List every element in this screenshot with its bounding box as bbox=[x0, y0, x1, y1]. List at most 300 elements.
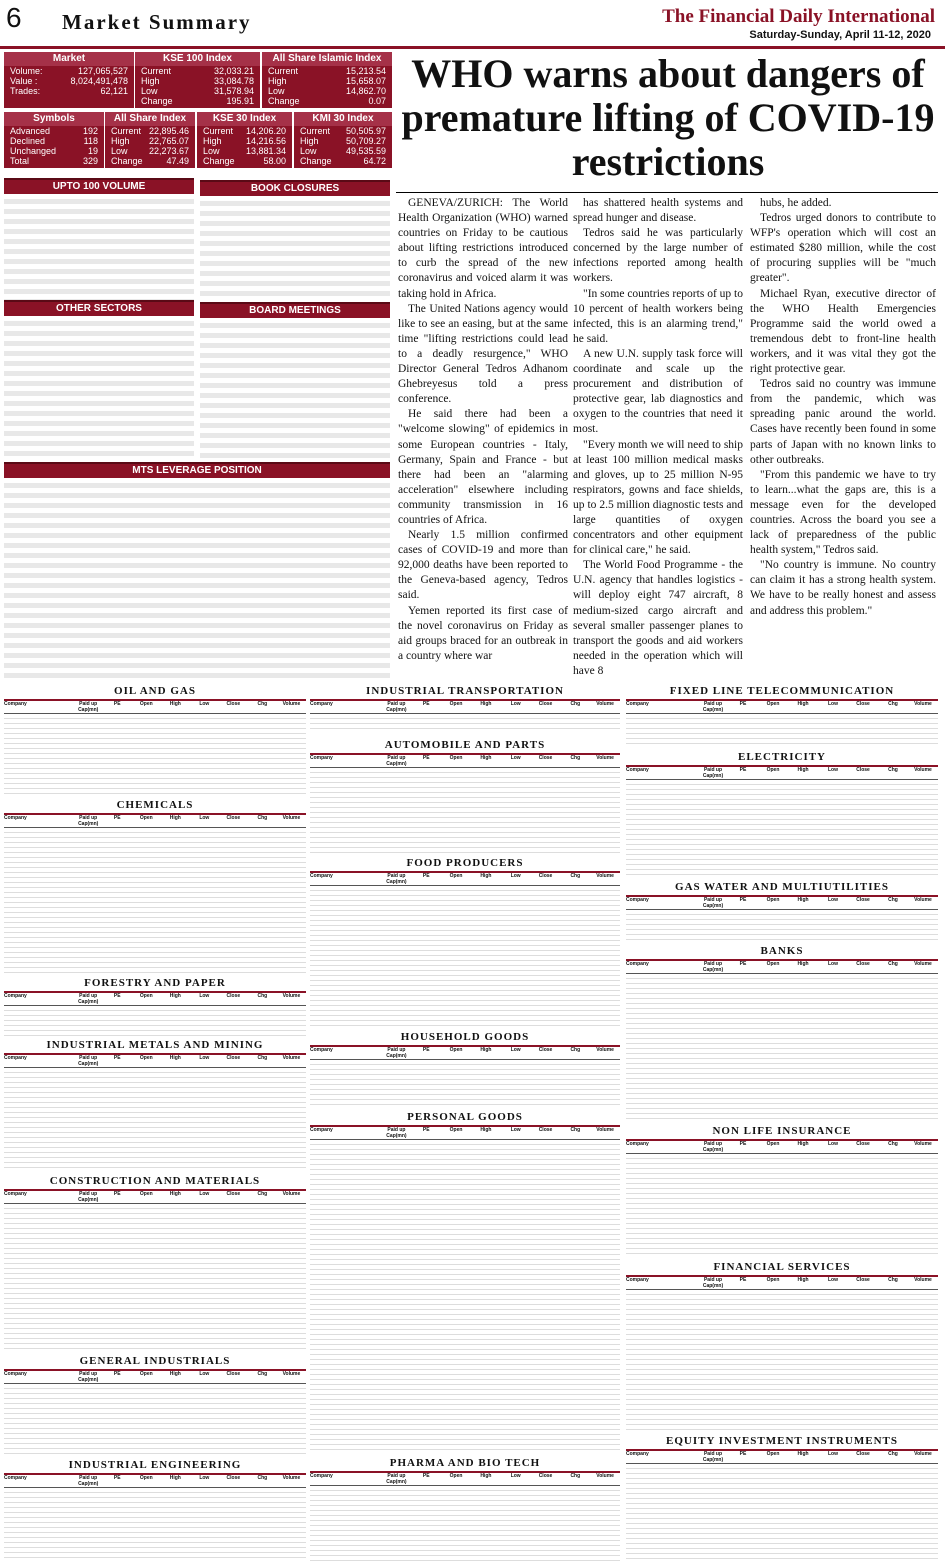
boardmeetings-title: BOARD MEETINGS bbox=[200, 302, 390, 318]
column-header: Company bbox=[626, 701, 649, 707]
column-header: Paid up Cap(mn) bbox=[78, 1191, 99, 1203]
column-headers bbox=[310, 701, 620, 714]
bookclosures-table bbox=[200, 180, 390, 298]
nonlife-table bbox=[626, 1124, 938, 1258]
index-row bbox=[105, 136, 195, 146]
column-header: Open bbox=[449, 755, 463, 761]
upto100-rows bbox=[4, 194, 194, 308]
boardmeetings-rows bbox=[200, 318, 390, 460]
column-header: Chg bbox=[570, 1473, 581, 1479]
column-header: Chg bbox=[570, 1127, 581, 1133]
column-header: Paid up Cap(mn) bbox=[702, 701, 724, 713]
article-paragraph: A new U.N. supply task force will coordinate and scale up the procurement and distribution of protective gear, lab diagnostics and oxygen to the countries that need it most. bbox=[573, 347, 743, 436]
boardmeetings-table bbox=[200, 302, 390, 460]
column-header: High bbox=[169, 993, 181, 999]
column-header: Close bbox=[856, 1141, 870, 1147]
column-header: Company bbox=[626, 1277, 649, 1283]
column-headers bbox=[626, 897, 938, 910]
column-header: High bbox=[797, 1277, 809, 1283]
pharma-rows bbox=[310, 1486, 620, 1562]
column-headers bbox=[4, 1191, 306, 1204]
column-header: PE bbox=[113, 993, 121, 999]
column-header: PE bbox=[113, 815, 121, 821]
index-value: 50,709.27 bbox=[345, 136, 386, 146]
column-header: Open bbox=[449, 1047, 463, 1053]
index-value: 15,213.54 bbox=[345, 66, 386, 76]
electricity-title: ELECTRICITY bbox=[626, 750, 938, 767]
column-header: Chg bbox=[570, 701, 581, 707]
column-header: Close bbox=[538, 1047, 553, 1053]
mts-table bbox=[4, 462, 390, 682]
column-header: Open bbox=[449, 1127, 463, 1133]
article-column-2 bbox=[573, 196, 743, 679]
index-row bbox=[197, 136, 292, 146]
column-header: Volume bbox=[914, 1141, 932, 1147]
financial-rows bbox=[626, 1290, 938, 1432]
column-header: Volume bbox=[914, 767, 932, 773]
column-header: Low bbox=[199, 1055, 210, 1061]
index-label: Current bbox=[268, 66, 299, 76]
kmi30-title: KMI 30 Index bbox=[294, 112, 392, 126]
nonlife-title: NON LIFE INSURANCE bbox=[626, 1124, 938, 1141]
index-row bbox=[197, 126, 292, 136]
transport-rows bbox=[310, 714, 620, 730]
index-label: High bbox=[203, 136, 222, 146]
column-header: Chg bbox=[257, 1055, 268, 1061]
allshare-box bbox=[105, 112, 195, 168]
column-header: Open bbox=[139, 1371, 153, 1377]
index-label: Current bbox=[111, 126, 142, 136]
column-header: Volume bbox=[282, 815, 301, 821]
electricity-rows bbox=[626, 780, 938, 878]
column-header: Volume bbox=[282, 1055, 301, 1061]
column-header: High bbox=[480, 1047, 492, 1053]
index-row bbox=[135, 96, 260, 106]
column-header: High bbox=[480, 873, 492, 879]
kse30-box bbox=[197, 112, 292, 168]
article-column-1 bbox=[398, 196, 568, 664]
column-header: Low bbox=[199, 815, 210, 821]
index-row bbox=[4, 126, 104, 136]
column-header: Volume bbox=[914, 1277, 932, 1283]
column-header: Low bbox=[510, 1127, 521, 1133]
nonlife-rows bbox=[626, 1154, 938, 1258]
column-header: Paid up Cap(mn) bbox=[702, 1277, 724, 1289]
column-header: Low bbox=[828, 767, 838, 773]
column-headers bbox=[626, 1451, 938, 1464]
newspaper-name: The Financial Daily International bbox=[662, 6, 935, 27]
index-label: Low bbox=[300, 146, 317, 156]
kmi30-box bbox=[294, 112, 392, 168]
forestry-table bbox=[4, 976, 306, 1036]
household-table bbox=[310, 1030, 620, 1108]
index-value: 22,765.07 bbox=[148, 136, 189, 146]
index-value: 31,578.94 bbox=[213, 86, 254, 96]
column-header: Volume bbox=[596, 1473, 614, 1479]
index-label: Trades: bbox=[10, 86, 41, 96]
construction-rows bbox=[4, 1204, 306, 1352]
column-header: Company bbox=[4, 815, 27, 821]
index-label: Volume: bbox=[10, 66, 43, 76]
index-row bbox=[105, 156, 195, 166]
column-header: Paid up Cap(mn) bbox=[702, 767, 724, 779]
column-header: Open bbox=[766, 897, 780, 903]
article-paragraph: The World Food Programme - the U.N. agency that handles logistics - will deploy eight 747 aircraft, 8 medium-sized cargo aircraft and several smaller passenger planes to transport the goods and aid workers needed in the operation which will have 8 bbox=[573, 559, 743, 677]
column-header: Open bbox=[139, 1055, 153, 1061]
column-header: Open bbox=[139, 701, 153, 707]
column-header: Open bbox=[766, 1451, 780, 1457]
column-header: Open bbox=[139, 815, 153, 821]
column-header: Open bbox=[766, 1277, 780, 1283]
column-header: PE bbox=[739, 1277, 747, 1283]
column-header: Paid up Cap(mn) bbox=[702, 1141, 724, 1153]
column-header: Chg bbox=[888, 1451, 898, 1457]
othersectors-table bbox=[4, 300, 194, 460]
construction-title: CONSTRUCTION AND MATERIALS bbox=[4, 1174, 306, 1191]
index-value: 62,121 bbox=[100, 86, 128, 96]
column-headers bbox=[626, 1277, 938, 1290]
telecom-table bbox=[626, 684, 938, 748]
column-header: Low bbox=[199, 701, 210, 707]
article-paragraph: has shattered health systems and spread hunger and disease. bbox=[573, 197, 743, 225]
index-row bbox=[4, 136, 104, 146]
upto100-title: UPTO 100 VOLUME bbox=[4, 178, 194, 194]
column-header: Chg bbox=[257, 993, 268, 999]
column-header: Paid up Cap(mn) bbox=[386, 873, 407, 885]
column-header: Volume bbox=[282, 1475, 301, 1481]
general-table bbox=[4, 1354, 306, 1456]
column-header: Low bbox=[828, 1141, 838, 1147]
oilgas-table bbox=[4, 684, 306, 796]
bookclosures-rows bbox=[200, 196, 390, 298]
column-header: Close bbox=[856, 897, 870, 903]
column-header: Low bbox=[199, 1191, 210, 1197]
column-header: PE bbox=[739, 897, 747, 903]
index-label: Low bbox=[203, 146, 220, 156]
column-header: Volume bbox=[914, 961, 932, 967]
column-header: Company bbox=[4, 993, 27, 999]
column-header: Close bbox=[538, 701, 553, 707]
market-title: Market bbox=[4, 52, 134, 66]
column-header: Low bbox=[199, 1371, 210, 1377]
banks-title: BANKS bbox=[626, 944, 938, 961]
article-paragraph: "Every month we will need to ship at least 100 million medical masks and gloves, up to 25 million N-95 respirators, gowns and face shields, up to 2.5 million diagnostic tests and large quantities of oxygen concentrators and other equipment for clinical care," he said. bbox=[573, 438, 743, 557]
index-label: Current bbox=[203, 126, 234, 136]
column-header: Low bbox=[510, 701, 521, 707]
index-row bbox=[4, 146, 104, 156]
column-header: Low bbox=[199, 993, 210, 999]
index-label: Value : bbox=[10, 76, 38, 86]
index-value: 49,535.59 bbox=[345, 146, 386, 156]
index-label: High bbox=[141, 76, 160, 86]
index-row bbox=[4, 86, 134, 96]
header-rule bbox=[0, 46, 945, 49]
column-headers bbox=[626, 961, 938, 974]
article-paragraph: Nearly 1.5 million confirmed cases of COVID-19 and more than 92,000 deaths have been reported to the Geneva-based agency, Tedros said. bbox=[398, 529, 568, 602]
symbols-title: Symbols bbox=[4, 112, 104, 126]
index-value: 33,084.78 bbox=[213, 76, 254, 86]
column-header: High bbox=[169, 1475, 181, 1481]
forestry-rows bbox=[4, 1006, 306, 1036]
page-number: 6 bbox=[6, 2, 22, 33]
column-header: Company bbox=[310, 1473, 333, 1479]
metals-table bbox=[4, 1038, 306, 1172]
column-header: High bbox=[797, 961, 809, 967]
column-header: Paid up Cap(mn) bbox=[78, 815, 99, 827]
column-header: Chg bbox=[888, 897, 898, 903]
article-column-3 bbox=[750, 196, 936, 619]
column-header: PE bbox=[739, 1451, 747, 1457]
article-paragraph: hubs, he added. bbox=[760, 197, 832, 209]
column-header: Company bbox=[626, 897, 649, 903]
column-header: Volume bbox=[596, 1047, 614, 1053]
column-header: Chg bbox=[888, 767, 898, 773]
column-headers bbox=[626, 767, 938, 780]
column-header: High bbox=[480, 1473, 492, 1479]
index-row bbox=[105, 146, 195, 156]
symbols-box bbox=[4, 112, 104, 168]
issue-date: Saturday-Sunday, April 11-12, 2020 bbox=[749, 29, 931, 41]
column-header: Paid up Cap(mn) bbox=[386, 1473, 407, 1485]
column-header: Volume bbox=[596, 701, 614, 707]
column-header: Volume bbox=[596, 755, 614, 761]
electricity-table bbox=[626, 750, 938, 878]
personal-title: PERSONAL GOODS bbox=[310, 1110, 620, 1127]
index-label: High bbox=[300, 136, 319, 146]
index-value: 127,065,527 bbox=[77, 66, 128, 76]
column-header: Open bbox=[449, 873, 463, 879]
index-label: Low bbox=[141, 86, 158, 96]
transport-table bbox=[310, 684, 620, 730]
index-row bbox=[135, 66, 260, 76]
column-headers bbox=[626, 701, 938, 714]
article-paragraph: "In some countries reports of up to 10 percent of health workers being infected, this is an alarming trend," he said. bbox=[573, 287, 743, 345]
column-header: PE bbox=[422, 1047, 430, 1053]
column-headers bbox=[4, 993, 306, 1006]
column-header: Volume bbox=[914, 701, 932, 707]
column-header: PE bbox=[422, 1473, 430, 1479]
equity-rows bbox=[626, 1464, 938, 1562]
metals-rows bbox=[4, 1068, 306, 1172]
column-header: Volume bbox=[282, 1371, 301, 1377]
column-header: Chg bbox=[888, 701, 898, 707]
column-header: Chg bbox=[570, 873, 581, 879]
column-header: Close bbox=[856, 961, 870, 967]
column-headers bbox=[310, 1047, 620, 1060]
allshareislamic-title: All Share Islamic Index bbox=[262, 52, 392, 66]
column-header: Open bbox=[449, 1473, 463, 1479]
index-value: 192 bbox=[82, 126, 98, 136]
column-header: PE bbox=[422, 701, 430, 707]
column-header: Open bbox=[449, 701, 463, 707]
index-label: Change bbox=[141, 96, 173, 106]
column-header: Paid up Cap(mn) bbox=[78, 993, 99, 1005]
page-header bbox=[0, 0, 945, 48]
index-label: Total bbox=[10, 156, 30, 166]
index-label: Current bbox=[141, 66, 172, 76]
column-header: Paid up Cap(mn) bbox=[78, 1475, 99, 1487]
index-value: 0.07 bbox=[368, 96, 386, 106]
index-label: Low bbox=[111, 146, 128, 156]
column-header: PE bbox=[739, 961, 747, 967]
column-headers bbox=[626, 1141, 938, 1154]
column-header: Close bbox=[226, 815, 241, 821]
column-header: PE bbox=[739, 767, 747, 773]
column-headers bbox=[4, 1475, 306, 1488]
column-header: Paid up Cap(mn) bbox=[386, 701, 407, 713]
allshareislamic-box bbox=[262, 52, 392, 108]
auto-title: AUTOMOBILE AND PARTS bbox=[310, 738, 620, 755]
column-header: Company bbox=[4, 1055, 27, 1061]
column-header: Close bbox=[856, 1451, 870, 1457]
index-label: Change bbox=[268, 96, 300, 106]
column-header: Close bbox=[226, 701, 241, 707]
article-paragraph: Yemen reported its first case of the novel coronavirus on Friday as aid groups braced for an outbreak in a country where war bbox=[398, 604, 568, 662]
food-rows bbox=[310, 886, 620, 1028]
column-header: Company bbox=[626, 961, 649, 967]
column-header: Company bbox=[310, 1127, 333, 1133]
column-header: PE bbox=[113, 1191, 121, 1197]
index-row bbox=[262, 76, 392, 86]
kse30-title: KSE 30 Index bbox=[197, 112, 292, 126]
engineering-table bbox=[4, 1458, 306, 1562]
column-header: Company bbox=[310, 873, 333, 879]
column-header: Close bbox=[856, 1277, 870, 1283]
column-header: Close bbox=[226, 1191, 241, 1197]
index-row bbox=[294, 126, 392, 136]
column-header: Close bbox=[856, 701, 870, 707]
engineering-title: INDUSTRIAL ENGINEERING bbox=[4, 1458, 306, 1475]
financial-table bbox=[626, 1260, 938, 1432]
index-label: Low bbox=[268, 86, 285, 96]
column-header: High bbox=[169, 1055, 181, 1061]
index-row bbox=[105, 126, 195, 136]
column-header: Open bbox=[139, 993, 153, 999]
equity-title: EQUITY INVESTMENT INSTRUMENTS bbox=[626, 1434, 938, 1451]
column-header: Volume bbox=[596, 873, 614, 879]
index-label: Current bbox=[300, 126, 331, 136]
mts-rows bbox=[4, 478, 390, 682]
column-header: Close bbox=[226, 993, 241, 999]
column-header: Company bbox=[310, 755, 333, 761]
index-label: Change bbox=[111, 156, 143, 166]
bookclosures-title: BOOK CLOSURES bbox=[200, 180, 390, 196]
column-header: Close bbox=[538, 1473, 553, 1479]
article-headline: WHO warns about dangers of premature lifting of COVID-19 restrictions bbox=[401, 51, 935, 184]
column-header: Low bbox=[828, 701, 838, 707]
column-headers bbox=[4, 1371, 306, 1384]
market-box bbox=[4, 52, 134, 108]
index-value: 50,505.97 bbox=[345, 126, 386, 136]
index-label: Change bbox=[203, 156, 235, 166]
article-paragraph: He said there had been a "welcome slowing" of epidemics in some European countries - Italy, Germany, Spain and France - but there had been an "alarming acceleration" elsewhere including community transmission in 16 countries of Africa. bbox=[398, 408, 568, 526]
column-header: Paid up Cap(mn) bbox=[78, 701, 99, 713]
pharma-title: PHARMA AND BIO TECH bbox=[310, 1456, 620, 1473]
column-header: Company bbox=[4, 1191, 27, 1197]
column-headers bbox=[4, 815, 306, 828]
mts-title: MTS LEVERAGE POSITION bbox=[4, 462, 390, 478]
column-header: High bbox=[797, 767, 809, 773]
column-header: PE bbox=[113, 1475, 121, 1481]
column-header: Chg bbox=[570, 755, 581, 761]
index-row bbox=[4, 66, 134, 76]
index-row bbox=[4, 76, 134, 86]
banks-rows bbox=[626, 974, 938, 1122]
index-row bbox=[294, 156, 392, 166]
column-header: Volume bbox=[282, 993, 301, 999]
column-header: Open bbox=[139, 1475, 153, 1481]
index-value: 32,033.21 bbox=[213, 66, 254, 76]
column-header: PE bbox=[422, 873, 430, 879]
column-headers bbox=[4, 701, 306, 714]
upto100-table bbox=[4, 178, 194, 308]
equity-table bbox=[626, 1434, 938, 1562]
column-header: Company bbox=[310, 701, 333, 707]
article-paragraph: The United Nations agency would like to see an easing, but at the same time "lifting restrictions could lead to a deadly resurgence," WHO Director General Tedros Adhanom Ghebreyesus told a press conference. bbox=[398, 302, 568, 406]
gas-table bbox=[626, 880, 938, 942]
column-header: Low bbox=[828, 1451, 838, 1457]
column-header: Low bbox=[828, 897, 838, 903]
column-headers bbox=[310, 1127, 620, 1140]
transport-title: INDUSTRIAL TRANSPORTATION bbox=[310, 684, 620, 701]
index-row bbox=[294, 136, 392, 146]
kse100-box bbox=[135, 52, 260, 108]
column-header: Chg bbox=[257, 815, 268, 821]
index-row bbox=[197, 156, 292, 166]
personal-rows bbox=[310, 1140, 620, 1454]
index-row bbox=[135, 86, 260, 96]
index-value: 19 bbox=[87, 146, 98, 156]
column-header: PE bbox=[739, 701, 747, 707]
index-label: High bbox=[268, 76, 287, 86]
personal-table bbox=[310, 1110, 620, 1454]
column-header: Close bbox=[226, 1371, 241, 1377]
column-header: Close bbox=[538, 873, 553, 879]
column-header: High bbox=[480, 701, 492, 707]
column-header: Volume bbox=[596, 1127, 614, 1133]
column-header: Company bbox=[626, 1141, 649, 1147]
column-header: Chg bbox=[888, 961, 898, 967]
kse100-title: KSE 100 Index bbox=[135, 52, 260, 66]
column-header: High bbox=[480, 755, 492, 761]
index-row bbox=[262, 66, 392, 76]
column-header: Close bbox=[538, 755, 553, 761]
article-paragraph: "From this pandemic we have to try to learn...what the gaps are, this is a message even for the developed countries. Across the board you see a lack of preparedness of the public health system," Tedros said. bbox=[750, 468, 936, 557]
index-label: High bbox=[111, 136, 130, 146]
column-header: High bbox=[797, 897, 809, 903]
auto-table bbox=[310, 738, 620, 854]
general-title: GENERAL INDUSTRIALS bbox=[4, 1354, 306, 1371]
othersectors-title: OTHER SECTORS bbox=[4, 300, 194, 316]
column-header: Low bbox=[510, 755, 521, 761]
index-value: 8,024,491,478 bbox=[70, 76, 128, 86]
column-header: Open bbox=[766, 767, 780, 773]
column-header: Close bbox=[226, 1475, 241, 1481]
food-table bbox=[310, 856, 620, 1028]
food-title: FOOD PRODUCERS bbox=[310, 856, 620, 873]
household-rows bbox=[310, 1060, 620, 1108]
index-value: 64.72 bbox=[363, 156, 386, 166]
column-headers bbox=[4, 1055, 306, 1068]
metals-title: INDUSTRIAL METALS AND MINING bbox=[4, 1038, 306, 1055]
chemicals-rows bbox=[4, 828, 306, 974]
column-header: Low bbox=[828, 961, 838, 967]
index-value: 329 bbox=[82, 156, 98, 166]
forestry-title: FORESTRY AND PAPER bbox=[4, 976, 306, 993]
index-label: Advanced bbox=[10, 126, 51, 136]
article-paragraph: Tedros urged donors to contribute to WFP's operation which will cost an estimated $280 million, while the cost of procuring supplies will be "much greater". bbox=[750, 212, 936, 285]
index-value: 14,206.20 bbox=[245, 126, 286, 136]
